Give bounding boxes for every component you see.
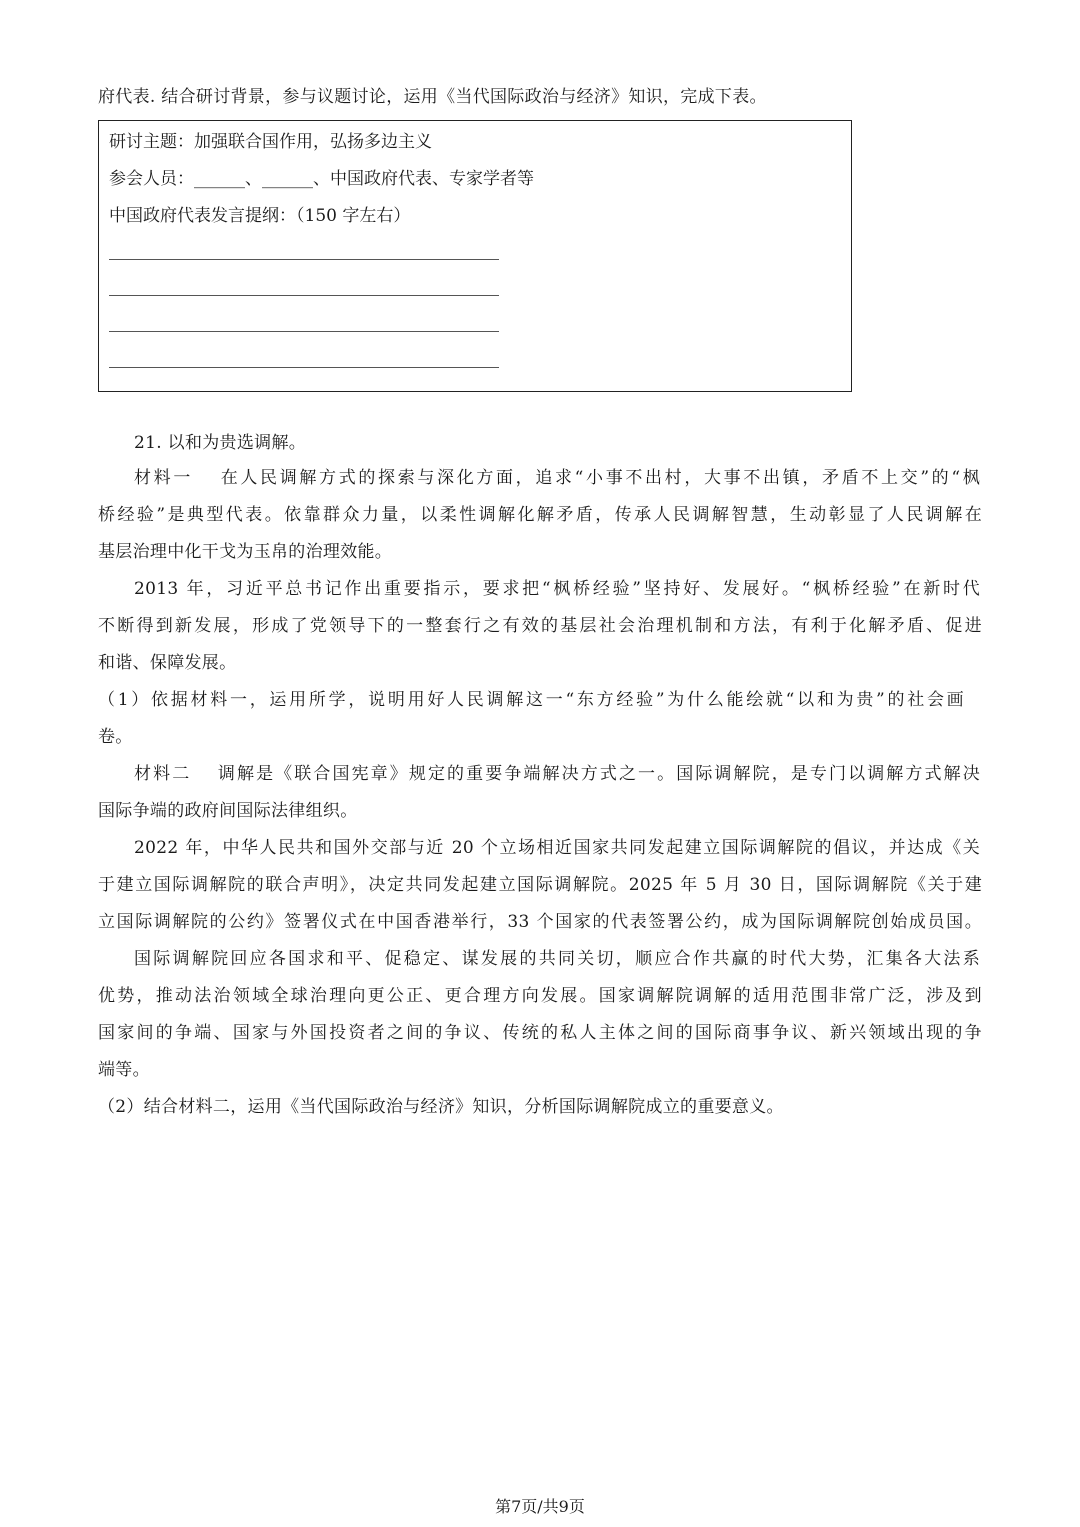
material-1-line: 不断得到新发展，形成了党领导下的一整套行之有效的基层社会治理机制和方法，有利于化解矛盾、促进 (98, 616, 982, 636)
topic-line: 研讨主题：加强联合国作用，弘扬多边主义 (109, 132, 432, 152)
material-2-line: 端等。 (98, 1060, 150, 1080)
answer-blank-line (109, 295, 499, 296)
material-2-line: 优势，推动法治领域全球治理向更公正、更合理方向发展。国家调解院调解的适用范围非常广泛，涉及到 (98, 986, 982, 1006)
answer-blank-line (109, 367, 499, 368)
intro-line: 府代表. 结合研讨背景，参与议题讨论，运用《当代国际政治与经济》知识，完成下表。 (98, 87, 767, 107)
material-1-line: 桥经验”是典型代表。依靠群众力量，以柔性调解化解矛盾，传承人民调解智慧，生动彰显了人民调解在 (98, 505, 982, 525)
question-21-title: 21. 以和为贵选调解。 (134, 433, 307, 453)
discussion-table-box (98, 120, 852, 392)
material-2-line: 于建立国际调解院的联合声明》，决定共同发起建立国际调解院。2025 年 5 月 30 日，国际调解院《关于建 (98, 875, 982, 895)
material-1-line: 材料一 在人民调解方式的探索与深化方面，追求“小事不出村，大事不出镇，矛盾不上交”的“枫 (134, 468, 980, 488)
material-2-line: 国家间的争端、国家与外国投资者之间的争议、传统的私人主体之间的国际商事争议、新兴领域出现的争 (98, 1023, 982, 1043)
sub-question-1: （1）依据材料一，运用所学，说明用好人民调解这一“东方经验”为什么能绘就“以和为贵”的社会画 (98, 690, 964, 710)
outline-line: 中国政府代表发言提纲：（150 字左右） (109, 206, 411, 226)
material-2-line: 立国际调解院的公约》签署仪式在中国香港举行，33 个国家的代表签署公约，成为国际调解院创始成员国。 (98, 912, 982, 932)
material-2-line: 国际争端的政府间国际法律组织。 (98, 801, 358, 821)
material-1-line: 2013 年，习近平总书记作出重要指示，要求把“枫桥经验”坚持好、发展好。“枫桥经验”在新时代 (134, 579, 980, 599)
participants-line: 参会人员：______、______、中国政府代表、专家学者等 (109, 169, 534, 189)
sub-question-2: （2）结合材料二，运用《当代国际政治与经济》知识，分析国际调解院成立的重要意义。 (98, 1097, 784, 1117)
sub-question-1: 卷。 (98, 727, 133, 747)
material-2-line: 2022 年，中华人民共和国外交部与近 20 个立场相近国家共同发起建立国际调解院的倡议，并达成《关 (134, 838, 980, 858)
answer-blank-line (109, 331, 499, 332)
page-number: 第7页/共9页 (495, 1497, 585, 1516)
material-2-line: 材料二 调解是《联合国宪章》规定的重要争端解决方式之一。国际调解院，是专门以调解方式解决 (134, 764, 980, 784)
material-1-line: 和谐、保障发展。 (98, 653, 237, 673)
material-2-line: 国际调解院回应各国求和平、促稳定、谋发展的共同关切，顺应合作共赢的时代大势，汇集各大法系 (134, 949, 980, 969)
material-1-line: 基层治理中化干戈为玉帛的治理效能。 (98, 542, 393, 562)
answer-blank-line (109, 259, 499, 260)
